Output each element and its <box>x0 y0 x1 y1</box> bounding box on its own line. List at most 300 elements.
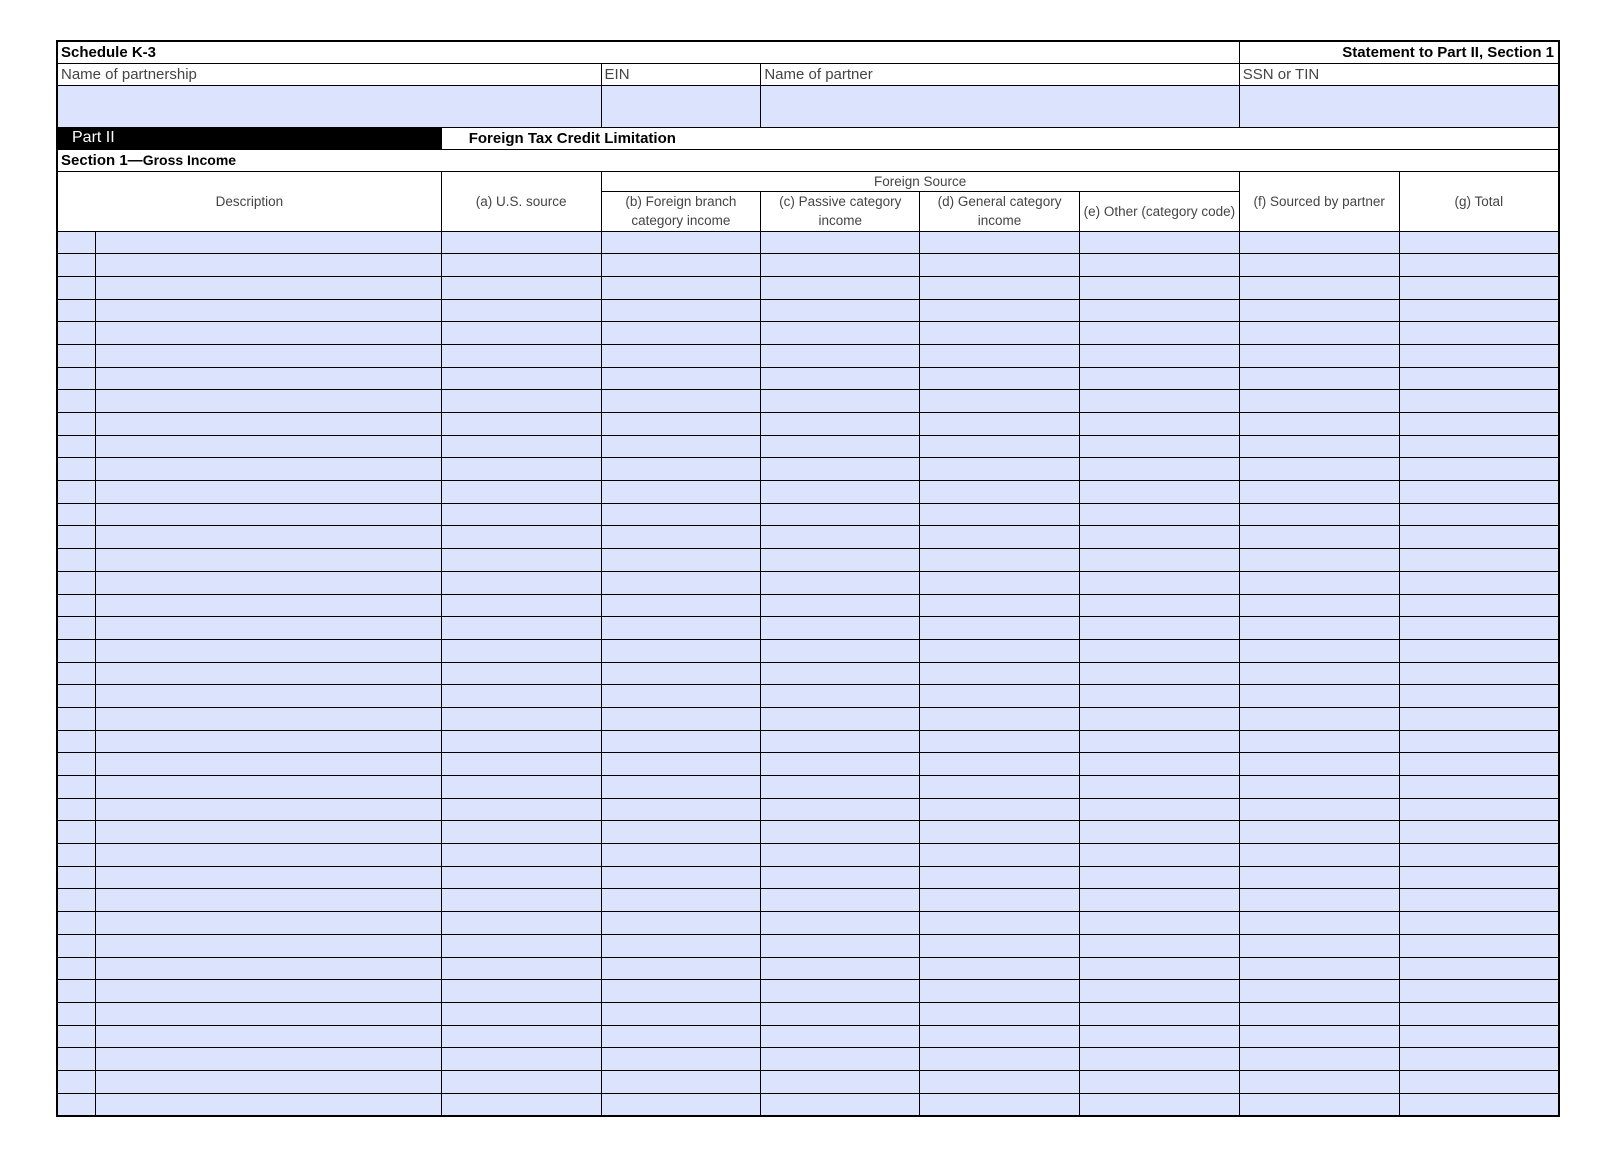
other-cell[interactable] <box>1079 1070 1239 1093</box>
other-cell[interactable] <box>1079 571 1239 594</box>
passive-cell[interactable] <box>761 934 920 957</box>
line-number-cell[interactable] <box>57 685 96 708</box>
sourced-by-partner-cell[interactable] <box>1239 344 1399 367</box>
other-cell[interactable] <box>1079 617 1239 640</box>
foreign-branch-cell[interactable] <box>601 390 761 413</box>
other-cell[interactable] <box>1079 685 1239 708</box>
total-cell[interactable] <box>1399 299 1559 322</box>
description-cell[interactable] <box>96 322 441 345</box>
total-cell[interactable] <box>1399 934 1559 957</box>
general-cell[interactable] <box>920 821 1080 844</box>
passive-cell[interactable] <box>761 594 920 617</box>
sourced-by-partner-cell[interactable] <box>1239 503 1399 526</box>
sourced-by-partner-cell[interactable] <box>1239 322 1399 345</box>
line-number-cell[interactable] <box>57 458 96 481</box>
other-cell[interactable] <box>1079 957 1239 980</box>
line-number-cell[interactable] <box>57 594 96 617</box>
total-cell[interactable] <box>1399 481 1559 504</box>
us-source-cell[interactable] <box>441 322 601 345</box>
general-cell[interactable] <box>920 798 1080 821</box>
passive-cell[interactable] <box>761 344 920 367</box>
foreign-branch-cell[interactable] <box>601 526 761 549</box>
total-cell[interactable] <box>1399 730 1559 753</box>
us-source-cell[interactable] <box>441 276 601 299</box>
line-number-cell[interactable] <box>57 571 96 594</box>
passive-cell[interactable] <box>761 617 920 640</box>
other-cell[interactable] <box>1079 322 1239 345</box>
sourced-by-partner-cell[interactable] <box>1239 912 1399 935</box>
us-source-cell[interactable] <box>441 889 601 912</box>
other-cell[interactable] <box>1079 980 1239 1003</box>
general-cell[interactable] <box>920 730 1080 753</box>
description-cell[interactable] <box>96 503 441 526</box>
description-cell[interactable] <box>96 594 441 617</box>
general-cell[interactable] <box>920 685 1080 708</box>
total-cell[interactable] <box>1399 503 1559 526</box>
foreign-branch-cell[interactable] <box>601 844 761 867</box>
general-cell[interactable] <box>920 753 1080 776</box>
foreign-branch-cell[interactable] <box>601 344 761 367</box>
passive-cell[interactable] <box>761 458 920 481</box>
total-cell[interactable] <box>1399 912 1559 935</box>
general-cell[interactable] <box>920 844 1080 867</box>
other-cell[interactable] <box>1079 594 1239 617</box>
description-cell[interactable] <box>96 1093 441 1116</box>
other-cell[interactable] <box>1079 367 1239 390</box>
passive-cell[interactable] <box>761 957 920 980</box>
us-source-cell[interactable] <box>441 685 601 708</box>
sourced-by-partner-cell[interactable] <box>1239 889 1399 912</box>
us-source-cell[interactable] <box>441 912 601 935</box>
other-cell[interactable] <box>1079 390 1239 413</box>
us-source-cell[interactable] <box>441 413 601 436</box>
description-cell[interactable] <box>96 798 441 821</box>
general-cell[interactable] <box>920 934 1080 957</box>
total-cell[interactable] <box>1399 571 1559 594</box>
general-cell[interactable] <box>920 662 1080 685</box>
passive-cell[interactable] <box>761 821 920 844</box>
line-number-cell[interactable] <box>57 1048 96 1071</box>
total-cell[interactable] <box>1399 685 1559 708</box>
other-cell[interactable] <box>1079 458 1239 481</box>
line-number-cell[interactable] <box>57 798 96 821</box>
line-number-cell[interactable] <box>57 776 96 799</box>
total-cell[interactable] <box>1399 776 1559 799</box>
foreign-branch-cell[interactable] <box>601 798 761 821</box>
line-number-cell[interactable] <box>57 1025 96 1048</box>
description-cell[interactable] <box>96 390 441 413</box>
other-cell[interactable] <box>1079 662 1239 685</box>
general-cell[interactable] <box>920 1048 1080 1071</box>
ein-field[interactable] <box>601 85 761 127</box>
sourced-by-partner-cell[interactable] <box>1239 549 1399 572</box>
general-cell[interactable] <box>920 435 1080 458</box>
line-number-cell[interactable] <box>57 957 96 980</box>
us-source-cell[interactable] <box>441 617 601 640</box>
passive-cell[interactable] <box>761 912 920 935</box>
us-source-cell[interactable] <box>441 344 601 367</box>
description-cell[interactable] <box>96 866 441 889</box>
other-cell[interactable] <box>1079 481 1239 504</box>
other-cell[interactable] <box>1079 1002 1239 1025</box>
passive-cell[interactable] <box>761 549 920 572</box>
other-cell[interactable] <box>1079 299 1239 322</box>
sourced-by-partner-cell[interactable] <box>1239 957 1399 980</box>
sourced-by-partner-cell[interactable] <box>1239 844 1399 867</box>
other-cell[interactable] <box>1079 798 1239 821</box>
general-cell[interactable] <box>920 866 1080 889</box>
general-cell[interactable] <box>920 1070 1080 1093</box>
us-source-cell[interactable] <box>441 458 601 481</box>
description-cell[interactable] <box>96 458 441 481</box>
line-number-cell[interactable] <box>57 639 96 662</box>
total-cell[interactable] <box>1399 844 1559 867</box>
general-cell[interactable] <box>920 254 1080 277</box>
general-cell[interactable] <box>920 413 1080 436</box>
line-number-cell[interactable] <box>57 254 96 277</box>
total-cell[interactable] <box>1399 458 1559 481</box>
foreign-branch-cell[interactable] <box>601 639 761 662</box>
passive-cell[interactable] <box>761 776 920 799</box>
description-cell[interactable] <box>96 231 441 254</box>
general-cell[interactable] <box>920 1025 1080 1048</box>
other-cell[interactable] <box>1079 1048 1239 1071</box>
other-cell[interactable] <box>1079 639 1239 662</box>
sourced-by-partner-cell[interactable] <box>1239 458 1399 481</box>
sourced-by-partner-cell[interactable] <box>1239 617 1399 640</box>
general-cell[interactable] <box>920 594 1080 617</box>
foreign-branch-cell[interactable] <box>601 821 761 844</box>
foreign-branch-cell[interactable] <box>601 413 761 436</box>
total-cell[interactable] <box>1399 957 1559 980</box>
general-cell[interactable] <box>920 481 1080 504</box>
foreign-branch-cell[interactable] <box>601 730 761 753</box>
us-source-cell[interactable] <box>441 367 601 390</box>
ssn-tin-field[interactable] <box>1239 85 1559 127</box>
sourced-by-partner-cell[interactable] <box>1239 1093 1399 1116</box>
total-cell[interactable] <box>1399 1093 1559 1116</box>
us-source-cell[interactable] <box>441 957 601 980</box>
us-source-cell[interactable] <box>441 231 601 254</box>
general-cell[interactable] <box>920 707 1080 730</box>
description-cell[interactable] <box>96 1002 441 1025</box>
us-source-cell[interactable] <box>441 390 601 413</box>
foreign-branch-cell[interactable] <box>601 685 761 708</box>
us-source-cell[interactable] <box>441 639 601 662</box>
line-number-cell[interactable] <box>57 662 96 685</box>
total-cell[interactable] <box>1399 1070 1559 1093</box>
sourced-by-partner-cell[interactable] <box>1239 1048 1399 1071</box>
passive-cell[interactable] <box>761 276 920 299</box>
line-number-cell[interactable] <box>57 934 96 957</box>
total-cell[interactable] <box>1399 617 1559 640</box>
description-cell[interactable] <box>96 549 441 572</box>
description-cell[interactable] <box>96 254 441 277</box>
passive-cell[interactable] <box>761 367 920 390</box>
sourced-by-partner-cell[interactable] <box>1239 1002 1399 1025</box>
description-cell[interactable] <box>96 821 441 844</box>
description-cell[interactable] <box>96 776 441 799</box>
us-source-cell[interactable] <box>441 662 601 685</box>
description-cell[interactable] <box>96 413 441 436</box>
us-source-cell[interactable] <box>441 481 601 504</box>
other-cell[interactable] <box>1079 889 1239 912</box>
foreign-branch-cell[interactable] <box>601 957 761 980</box>
description-cell[interactable] <box>96 367 441 390</box>
sourced-by-partner-cell[interactable] <box>1239 730 1399 753</box>
sourced-by-partner-cell[interactable] <box>1239 299 1399 322</box>
passive-cell[interactable] <box>761 1025 920 1048</box>
us-source-cell[interactable] <box>441 1002 601 1025</box>
other-cell[interactable] <box>1079 231 1239 254</box>
description-cell[interactable] <box>96 730 441 753</box>
sourced-by-partner-cell[interactable] <box>1239 526 1399 549</box>
other-cell[interactable] <box>1079 934 1239 957</box>
line-number-cell[interactable] <box>57 912 96 935</box>
description-cell[interactable] <box>96 639 441 662</box>
passive-cell[interactable] <box>761 866 920 889</box>
general-cell[interactable] <box>920 344 1080 367</box>
foreign-branch-cell[interactable] <box>601 481 761 504</box>
line-number-cell[interactable] <box>57 413 96 436</box>
us-source-cell[interactable] <box>441 821 601 844</box>
foreign-branch-cell[interactable] <box>601 276 761 299</box>
us-source-cell[interactable] <box>441 980 601 1003</box>
passive-cell[interactable] <box>761 980 920 1003</box>
total-cell[interactable] <box>1399 367 1559 390</box>
foreign-branch-cell[interactable] <box>601 299 761 322</box>
sourced-by-partner-cell[interactable] <box>1239 685 1399 708</box>
description-cell[interactable] <box>96 344 441 367</box>
total-cell[interactable] <box>1399 549 1559 572</box>
us-source-cell[interactable] <box>441 549 601 572</box>
sourced-by-partner-cell[interactable] <box>1239 276 1399 299</box>
description-cell[interactable] <box>96 707 441 730</box>
line-number-cell[interactable] <box>57 435 96 458</box>
sourced-by-partner-cell[interactable] <box>1239 866 1399 889</box>
sourced-by-partner-cell[interactable] <box>1239 1025 1399 1048</box>
passive-cell[interactable] <box>761 889 920 912</box>
us-source-cell[interactable] <box>441 934 601 957</box>
us-source-cell[interactable] <box>441 753 601 776</box>
foreign-branch-cell[interactable] <box>601 594 761 617</box>
other-cell[interactable] <box>1079 776 1239 799</box>
passive-cell[interactable] <box>761 322 920 345</box>
general-cell[interactable] <box>920 1093 1080 1116</box>
total-cell[interactable] <box>1399 526 1559 549</box>
us-source-cell[interactable] <box>441 1070 601 1093</box>
passive-cell[interactable] <box>761 844 920 867</box>
general-cell[interactable] <box>920 617 1080 640</box>
line-number-cell[interactable] <box>57 707 96 730</box>
foreign-branch-cell[interactable] <box>601 1002 761 1025</box>
description-cell[interactable] <box>96 481 441 504</box>
line-number-cell[interactable] <box>57 617 96 640</box>
description-cell[interactable] <box>96 753 441 776</box>
other-cell[interactable] <box>1079 549 1239 572</box>
general-cell[interactable] <box>920 231 1080 254</box>
sourced-by-partner-cell[interactable] <box>1239 435 1399 458</box>
general-cell[interactable] <box>920 571 1080 594</box>
line-number-cell[interactable] <box>57 503 96 526</box>
total-cell[interactable] <box>1399 639 1559 662</box>
us-source-cell[interactable] <box>441 798 601 821</box>
description-cell[interactable] <box>96 571 441 594</box>
us-source-cell[interactable] <box>441 844 601 867</box>
line-number-cell[interactable] <box>57 889 96 912</box>
us-source-cell[interactable] <box>441 1093 601 1116</box>
general-cell[interactable] <box>920 503 1080 526</box>
other-cell[interactable] <box>1079 254 1239 277</box>
total-cell[interactable] <box>1399 662 1559 685</box>
other-cell[interactable] <box>1079 344 1239 367</box>
line-number-cell[interactable] <box>57 299 96 322</box>
us-source-cell[interactable] <box>441 594 601 617</box>
description-cell[interactable] <box>96 617 441 640</box>
other-cell[interactable] <box>1079 707 1239 730</box>
us-source-cell[interactable] <box>441 435 601 458</box>
general-cell[interactable] <box>920 912 1080 935</box>
line-number-cell[interactable] <box>57 753 96 776</box>
description-cell[interactable] <box>96 934 441 957</box>
total-cell[interactable] <box>1399 980 1559 1003</box>
passive-cell[interactable] <box>761 1070 920 1093</box>
line-number-cell[interactable] <box>57 844 96 867</box>
total-cell[interactable] <box>1399 231 1559 254</box>
general-cell[interactable] <box>920 639 1080 662</box>
other-cell[interactable] <box>1079 413 1239 436</box>
total-cell[interactable] <box>1399 322 1559 345</box>
passive-cell[interactable] <box>761 435 920 458</box>
us-source-cell[interactable] <box>441 254 601 277</box>
foreign-branch-cell[interactable] <box>601 934 761 957</box>
foreign-branch-cell[interactable] <box>601 776 761 799</box>
line-number-cell[interactable] <box>57 549 96 572</box>
us-source-cell[interactable] <box>441 707 601 730</box>
foreign-branch-cell[interactable] <box>601 889 761 912</box>
passive-cell[interactable] <box>761 639 920 662</box>
total-cell[interactable] <box>1399 866 1559 889</box>
line-number-cell[interactable] <box>57 821 96 844</box>
sourced-by-partner-cell[interactable] <box>1239 980 1399 1003</box>
total-cell[interactable] <box>1399 594 1559 617</box>
line-number-cell[interactable] <box>57 1093 96 1116</box>
general-cell[interactable] <box>920 276 1080 299</box>
sourced-by-partner-cell[interactable] <box>1239 367 1399 390</box>
line-number-cell[interactable] <box>57 1070 96 1093</box>
us-source-cell[interactable] <box>441 776 601 799</box>
us-source-cell[interactable] <box>441 730 601 753</box>
description-cell[interactable] <box>96 1048 441 1071</box>
general-cell[interactable] <box>920 980 1080 1003</box>
passive-cell[interactable] <box>761 730 920 753</box>
line-number-cell[interactable] <box>57 980 96 1003</box>
other-cell[interactable] <box>1079 730 1239 753</box>
line-number-cell[interactable] <box>57 344 96 367</box>
line-number-cell[interactable] <box>57 322 96 345</box>
passive-cell[interactable] <box>761 753 920 776</box>
passive-cell[interactable] <box>761 1093 920 1116</box>
foreign-branch-cell[interactable] <box>601 322 761 345</box>
foreign-branch-cell[interactable] <box>601 1070 761 1093</box>
foreign-branch-cell[interactable] <box>601 254 761 277</box>
total-cell[interactable] <box>1399 798 1559 821</box>
sourced-by-partner-cell[interactable] <box>1239 821 1399 844</box>
line-number-cell[interactable] <box>57 730 96 753</box>
general-cell[interactable] <box>920 299 1080 322</box>
line-number-cell[interactable] <box>57 866 96 889</box>
passive-cell[interactable] <box>761 798 920 821</box>
total-cell[interactable] <box>1399 889 1559 912</box>
partner-name-field[interactable] <box>761 85 1239 127</box>
description-cell[interactable] <box>96 912 441 935</box>
general-cell[interactable] <box>920 776 1080 799</box>
description-cell[interactable] <box>96 662 441 685</box>
other-cell[interactable] <box>1079 844 1239 867</box>
passive-cell[interactable] <box>761 1048 920 1071</box>
line-number-cell[interactable] <box>57 481 96 504</box>
other-cell[interactable] <box>1079 435 1239 458</box>
sourced-by-partner-cell[interactable] <box>1239 776 1399 799</box>
general-cell[interactable] <box>920 1002 1080 1025</box>
general-cell[interactable] <box>920 390 1080 413</box>
foreign-branch-cell[interactable] <box>601 435 761 458</box>
total-cell[interactable] <box>1399 390 1559 413</box>
general-cell[interactable] <box>920 549 1080 572</box>
sourced-by-partner-cell[interactable] <box>1239 413 1399 436</box>
description-cell[interactable] <box>96 685 441 708</box>
other-cell[interactable] <box>1079 1025 1239 1048</box>
line-number-cell[interactable] <box>57 526 96 549</box>
total-cell[interactable] <box>1399 344 1559 367</box>
total-cell[interactable] <box>1399 254 1559 277</box>
other-cell[interactable] <box>1079 912 1239 935</box>
sourced-by-partner-cell[interactable] <box>1239 571 1399 594</box>
passive-cell[interactable] <box>761 254 920 277</box>
other-cell[interactable] <box>1079 1093 1239 1116</box>
passive-cell[interactable] <box>761 413 920 436</box>
line-number-cell[interactable] <box>57 231 96 254</box>
foreign-branch-cell[interactable] <box>601 1025 761 1048</box>
foreign-branch-cell[interactable] <box>601 571 761 594</box>
sourced-by-partner-cell[interactable] <box>1239 254 1399 277</box>
total-cell[interactable] <box>1399 276 1559 299</box>
other-cell[interactable] <box>1079 503 1239 526</box>
description-cell[interactable] <box>96 889 441 912</box>
sourced-by-partner-cell[interactable] <box>1239 753 1399 776</box>
total-cell[interactable] <box>1399 821 1559 844</box>
description-cell[interactable] <box>96 844 441 867</box>
description-cell[interactable] <box>96 980 441 1003</box>
foreign-branch-cell[interactable] <box>601 367 761 390</box>
description-cell[interactable] <box>96 1070 441 1093</box>
line-number-cell[interactable] <box>57 390 96 413</box>
passive-cell[interactable] <box>761 231 920 254</box>
passive-cell[interactable] <box>761 707 920 730</box>
passive-cell[interactable] <box>761 571 920 594</box>
passive-cell[interactable] <box>761 503 920 526</box>
foreign-branch-cell[interactable] <box>601 617 761 640</box>
passive-cell[interactable] <box>761 390 920 413</box>
total-cell[interactable] <box>1399 1002 1559 1025</box>
total-cell[interactable] <box>1399 413 1559 436</box>
total-cell[interactable] <box>1399 707 1559 730</box>
other-cell[interactable] <box>1079 821 1239 844</box>
sourced-by-partner-cell[interactable] <box>1239 1070 1399 1093</box>
foreign-branch-cell[interactable] <box>601 980 761 1003</box>
foreign-branch-cell[interactable] <box>601 549 761 572</box>
us-source-cell[interactable] <box>441 503 601 526</box>
